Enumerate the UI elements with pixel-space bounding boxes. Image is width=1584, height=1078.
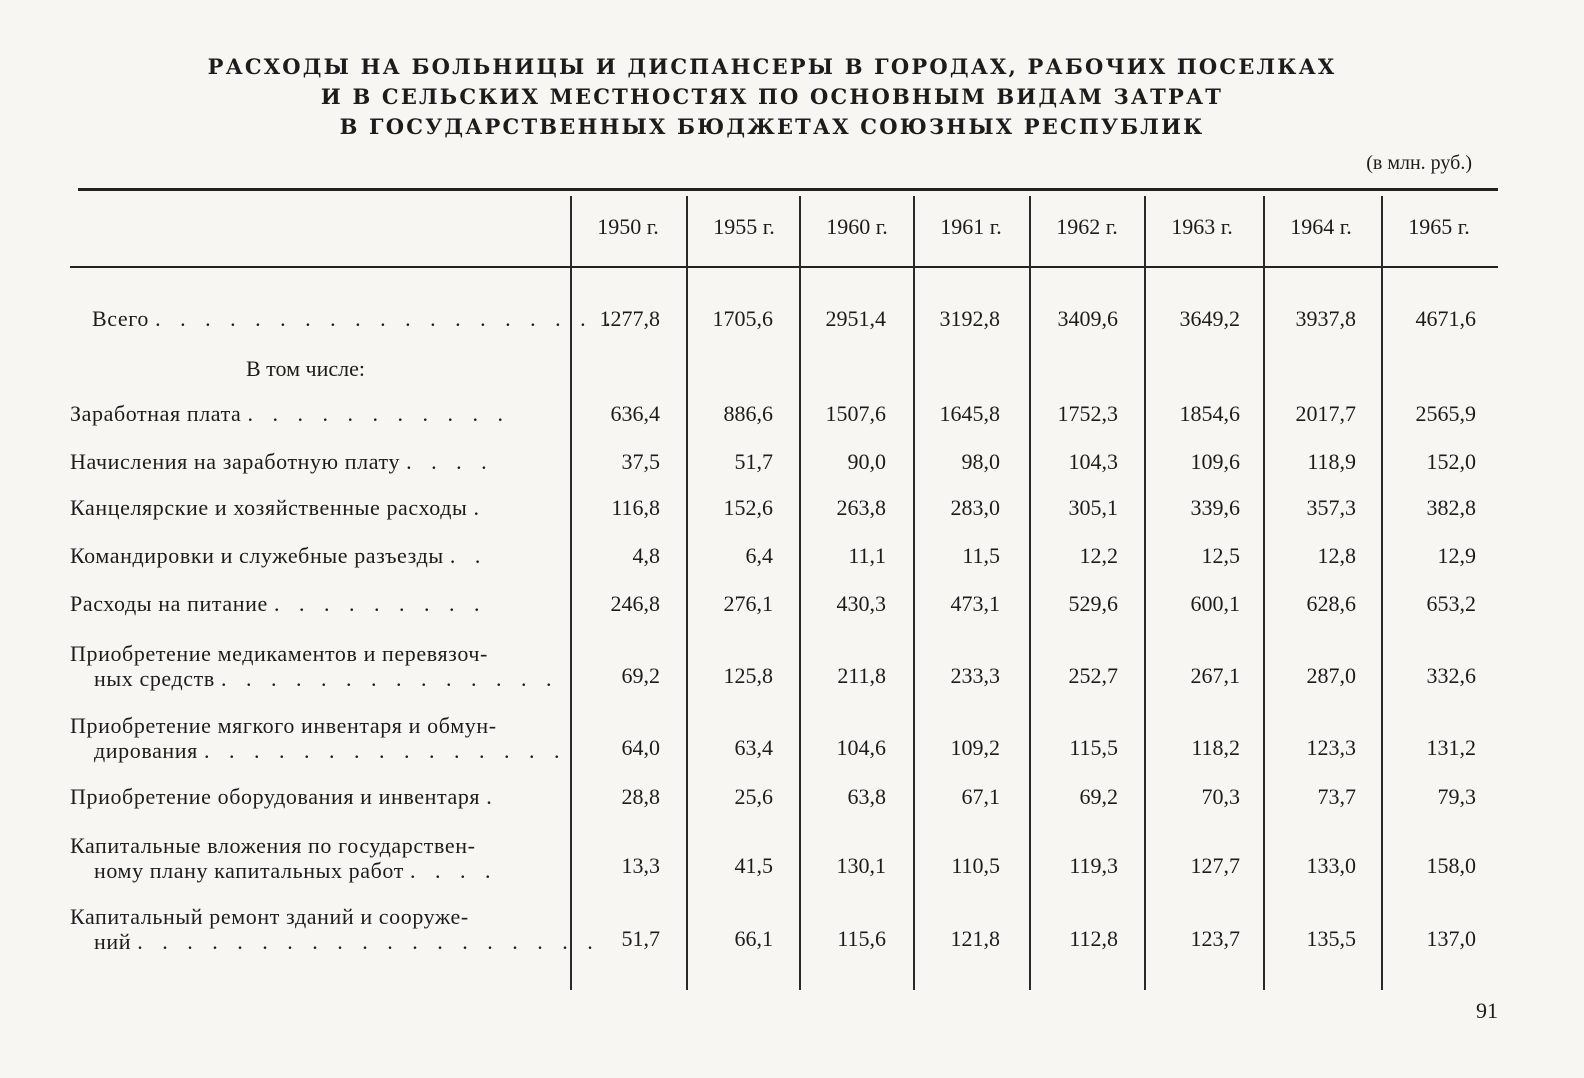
- table-cell: 233,3: [950, 663, 1000, 688]
- row-label: [70, 784, 499, 809]
- table-cell: 51,7: [621, 926, 660, 951]
- table-cell: 430,3: [836, 591, 886, 616]
- table-cell: 64,0: [621, 735, 660, 760]
- table-cell: 636,4: [610, 401, 660, 426]
- leader-dots: . . . . . . . . .: [273, 591, 487, 616]
- table-cell: 1854,6: [1179, 401, 1240, 426]
- header-rule: [70, 266, 1498, 268]
- table-cell: 135,5: [1306, 926, 1356, 951]
- table-cell: 109,2: [950, 735, 1000, 760]
- leader-dots: . . . .: [406, 449, 494, 474]
- table-cell: 2017,7: [1295, 401, 1356, 426]
- year-header: 1964 г.: [1290, 214, 1352, 239]
- table-cell: 90,0: [847, 449, 886, 474]
- table-cell: 305,1: [1068, 495, 1118, 520]
- subheader: В том числе:: [246, 356, 365, 381]
- table-cell: 110,5: [951, 853, 1000, 878]
- row-label-line1: Приобретение оборудования и инвентаря: [70, 784, 481, 809]
- table-cell: 246,8: [610, 591, 660, 616]
- leader-dots: . . . .: [410, 858, 498, 883]
- table-cell: 158,0: [1426, 853, 1476, 878]
- table-cell: 357,3: [1306, 495, 1356, 520]
- row-label-line2: дирования: [94, 738, 198, 763]
- table-cell: 12,2: [1079, 543, 1118, 568]
- table-cell: 382,8: [1426, 495, 1476, 520]
- table-cell: 6,4: [745, 543, 773, 568]
- table-cell: 886,6: [723, 401, 773, 426]
- row-label-line2: ных средств: [94, 666, 215, 691]
- year-header: 1965 г.: [1408, 214, 1470, 239]
- year-header: 1960 г.: [826, 214, 888, 239]
- row-label: [70, 449, 494, 474]
- table-cell: 28,8: [621, 784, 660, 809]
- table-cell: 3409,6: [1057, 306, 1118, 331]
- table-cell: 332,6: [1426, 663, 1476, 688]
- table-cell: 104,3: [1068, 449, 1118, 474]
- table-cell: 3937,8: [1295, 306, 1356, 331]
- row-label-line1: Расходы на питание: [70, 591, 268, 616]
- table-cell: 73,7: [1317, 784, 1356, 809]
- row-label-line1: Приобретение медикаментов и перевязоч-: [70, 641, 488, 666]
- row-label: [70, 641, 558, 691]
- row-label-line1: Всего: [92, 306, 149, 331]
- leader-dots: . . . . . . . . . . . . . .: [220, 666, 559, 691]
- row-label: [70, 833, 498, 883]
- table-cell: 276,1: [723, 591, 773, 616]
- table-cell: 3649,2: [1179, 306, 1240, 331]
- row-label: [70, 543, 487, 568]
- table-cell: 283,0: [950, 495, 1000, 520]
- row-label-line1: Заработная плата: [70, 401, 242, 426]
- table-cell: 112,8: [1069, 926, 1118, 951]
- table-cell: 118,9: [1307, 449, 1356, 474]
- table-cell: 123,3: [1306, 735, 1356, 760]
- row-label: [70, 401, 510, 426]
- year-header: 1961 г.: [940, 214, 1002, 239]
- table-cell: 267,1: [1190, 663, 1240, 688]
- year-header: 1955 г.: [713, 214, 775, 239]
- table-cell: 115,6: [837, 926, 886, 951]
- table-cell: 1752,3: [1057, 401, 1118, 426]
- leader-dots: . . . . . . . . . . . . . . . . . . .: [155, 306, 618, 331]
- row-label-line1: Командировки и служебные разъезды: [70, 543, 444, 568]
- row-label-line1: Приобретение мягкого инвентаря и обмун-: [70, 713, 497, 738]
- row-label: [70, 713, 567, 763]
- table-cell: 51,7: [734, 449, 773, 474]
- table-cell: 11,5: [962, 543, 1000, 568]
- table-cell: 628,6: [1306, 591, 1356, 616]
- row-label-line1: Канцелярские и хозяйственные расходы: [70, 495, 468, 520]
- table-cell: 118,2: [1191, 735, 1240, 760]
- row-label: [70, 495, 486, 520]
- title-line-2: И В СЕЛЬСКИХ МЕСТНОСТЯХ ПО ОСНОВНЫМ ВИДАМ ЗАТРАТ: [320, 84, 1224, 109]
- leader-dots: . . . . . . . . . . .: [247, 401, 511, 426]
- year-header: 1962 г.: [1056, 214, 1118, 239]
- table-cell: 1645,8: [939, 401, 1000, 426]
- unit-note: (в млн. руб.): [1366, 152, 1472, 174]
- row-label-line1: Капитальные вложения по государствен-: [70, 833, 476, 858]
- table-cell: 69,2: [621, 663, 660, 688]
- table-cell: 4,8: [632, 543, 660, 568]
- table-cell: 127,7: [1190, 853, 1240, 878]
- table-cell: 2565,9: [1415, 401, 1476, 426]
- leader-dots: . . . . . . . . . . . . . . .: [204, 738, 567, 763]
- table-cell: 1705,6: [712, 306, 773, 331]
- table-cell: 211,8: [837, 663, 886, 688]
- table-cell: 1507,6: [825, 401, 886, 426]
- table-cell: 339,6: [1190, 495, 1240, 520]
- leader-dots: . . . . . . . . . . . . . . . . . . .: [137, 929, 600, 954]
- table-cell: 12,5: [1201, 543, 1240, 568]
- table-cell: 116,8: [611, 495, 660, 520]
- leader-dots: .: [486, 784, 499, 809]
- top-rule: [78, 188, 1498, 191]
- table-cell: 130,1: [836, 853, 886, 878]
- table-cell: 66,1: [734, 926, 773, 951]
- table-cell: 121,8: [950, 926, 1000, 951]
- table-cell: 263,8: [836, 495, 886, 520]
- table-cell: 287,0: [1306, 663, 1356, 688]
- table-cell: 69,2: [1079, 784, 1118, 809]
- table-cell: 70,3: [1201, 784, 1240, 809]
- table-cell: 12,9: [1437, 543, 1476, 568]
- table-cell: 125,8: [723, 663, 773, 688]
- table-cell: 25,6: [734, 784, 773, 809]
- table-cell: 37,5: [621, 449, 660, 474]
- table-cell: 1277,8: [599, 306, 660, 331]
- table-cell: 98,0: [961, 449, 1000, 474]
- leader-dots: .: [473, 495, 487, 520]
- table-cell: 11,1: [848, 543, 886, 568]
- table-cell: 67,1: [961, 784, 1000, 809]
- table-cell: 4671,6: [1415, 306, 1476, 331]
- table-cell: 104,6: [836, 735, 886, 760]
- table-cell: 13,3: [621, 853, 660, 878]
- table-title: [0, 52, 1544, 142]
- table-cell: 529,6: [1068, 591, 1118, 616]
- table-cell: 133,0: [1306, 853, 1356, 878]
- row-label-line1: Начисления на заработную плату: [70, 449, 401, 474]
- row-label-line2: ний: [94, 929, 132, 954]
- table-cell: 119,3: [1069, 853, 1118, 878]
- page-number: 91: [1476, 998, 1498, 1023]
- table-cell: 63,4: [734, 735, 773, 760]
- row-label-line2: ному плану капитальных работ: [94, 858, 404, 883]
- table-cell: 2951,4: [825, 306, 886, 331]
- leader-dots: . .: [449, 543, 488, 568]
- year-header: 1963 г.: [1171, 214, 1233, 239]
- table-cell: 137,0: [1426, 926, 1476, 951]
- table-cell: 41,5: [734, 853, 773, 878]
- table-cell: 123,7: [1190, 926, 1240, 951]
- table-cell: 653,2: [1426, 591, 1476, 616]
- row-label: [70, 904, 600, 954]
- table-cell: 63,8: [847, 784, 886, 809]
- table-cell: 252,7: [1068, 663, 1118, 688]
- table-cell: 473,1: [950, 591, 1000, 616]
- table-cell: 3192,8: [939, 306, 1000, 331]
- row-label: [70, 591, 486, 616]
- table-cell: 79,3: [1437, 784, 1476, 809]
- title-line-3: В ГОСУДАРСТВЕННЫХ БЮДЖЕТАХ СОЮЗНЫХ РЕСПУБЛИК: [339, 114, 1205, 139]
- title-line-1: РАСХОДЫ НА БОЛЬНИЦЫ И ДИСПАНСЕРЫ В ГОРОДАХ, РАБОЧИХ ПОСЕЛКАХ: [207, 54, 1337, 79]
- table-cell: 115,5: [1069, 735, 1118, 760]
- row-label: [92, 306, 618, 331]
- table-cell: 131,2: [1426, 735, 1476, 760]
- table-cell: 600,1: [1190, 591, 1240, 616]
- row-label-line1: Капитальный ремонт зданий и сооруже-: [70, 904, 469, 929]
- table-cell: 152,6: [723, 495, 773, 520]
- year-header: 1950 г.: [597, 214, 659, 239]
- table-cell: 109,6: [1190, 449, 1240, 474]
- table-cell: 12,8: [1317, 543, 1356, 568]
- table-cell: 152,0: [1426, 449, 1476, 474]
